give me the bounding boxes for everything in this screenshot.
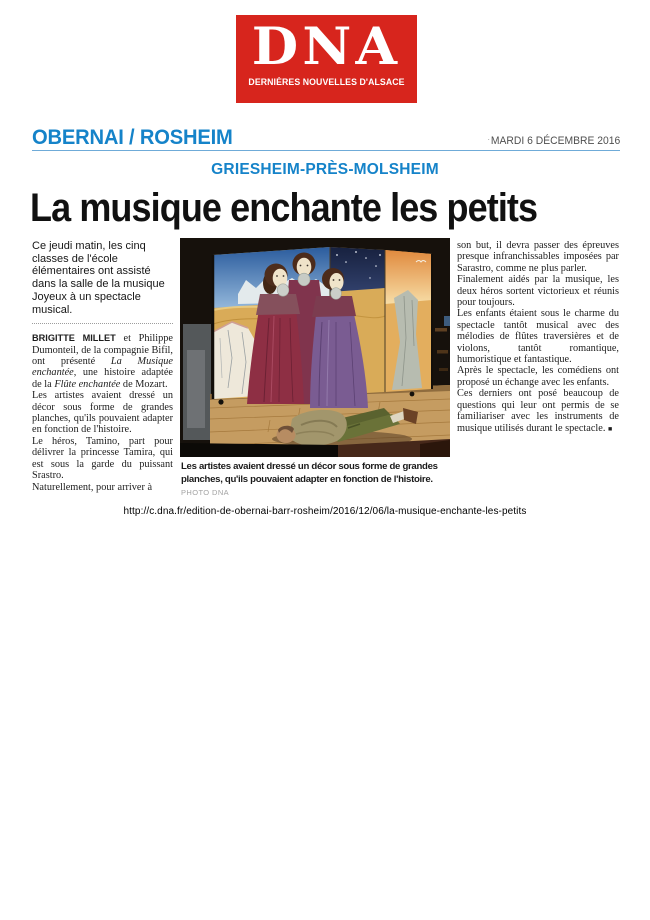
body-paragraph: Les enfants étaient sous le charme du spectacle tantôt musical avec des mélodies de flûtes traversières et de violons, tantôt romantique, humoristique et fantastique. [457,308,619,366]
source-url: http://c.dna.fr/edition-de-obernai-barr-rosheim/2016/12/06/la-musique-enchante-les-petits [123,506,527,517]
dna-logo-subtitle: DERNIÈRES NOUVELLES D'ALSACE [248,77,405,87]
body-paragraph [32,333,173,390]
work-title: La Musique enchantée [32,356,173,379]
article-photo [180,238,450,457]
body-text: , une histoire adaptée de la [32,367,173,390]
kicker: GRIESHEIM-PRÈS-MOLSHEIM [211,161,439,178]
photo-credit: PHOTO DNA [181,488,230,498]
left-column [32,240,173,493]
body-paragraph: Finalement aidés par la musique, les deux héros sortent victorieux et réunis pour toujours. [457,274,619,309]
body-paragraph: Le héros, Tamino, part pour délivrer la princesse Tamira, qui est sous la garde du puissant Srastro. [32,435,173,482]
body-text: Ces derniers ont posé beaucoup de questions qui leur ont permis de se familiariser avec les instruments de musique utilisés durant le spectacle. [457,388,619,434]
section-divider [32,150,620,151]
dna-logo-title: DNA [251,17,402,77]
right-column [457,240,619,435]
work-title: Flûte enchantée [54,378,121,390]
edition-date [487,135,620,147]
body-paragraph [457,388,619,435]
body-paragraph: Naturellement, pour arriver à [32,481,153,493]
edition-date-text: MARDI 6 DÉCEMBRE 2016 [490,135,620,147]
lead-paragraph: Ce jeudi matin, les cinq classes de l'école élémentaires ont assisté dans la salle de la musique Joyeux à un spectacle musical. [32,240,165,316]
end-mark-icon: ■ [607,425,613,433]
body-paragraph: son but, il devra passer des épreuves presque infranchissables imposées par Sarastro, comme ne plus parler. [457,240,619,274]
section-title: OBERNAI / ROSHEIM [32,126,233,149]
dna-logo [236,15,417,103]
dotted-divider [32,323,173,324]
body-paragraph: Les artistes avaient dressé un décor sous forme de grandes planches, qu'ils pouvaient adapter en fonction de l'histoire. [32,390,173,436]
date-marker-icon: · [487,135,490,144]
body-text: de Mozart. [120,378,168,390]
photo-caption: Les artistes avaient dressé un décor sous forme de grandes planches, qu'ils pouvaient adapter en fonction de l'histoire. [181,461,438,485]
headline: La musique enchante les petits [30,186,538,230]
author-lead-in: BRIGITTE MILLET [32,333,116,344]
body-text: et Philippe Dumonteil, de la compagnie Bifil, ont présenté [32,333,173,368]
caption-block [181,461,453,497]
body-paragraph: Après le spectacle, les comédiens ont proposé un échange avec les enfants. [457,365,619,388]
